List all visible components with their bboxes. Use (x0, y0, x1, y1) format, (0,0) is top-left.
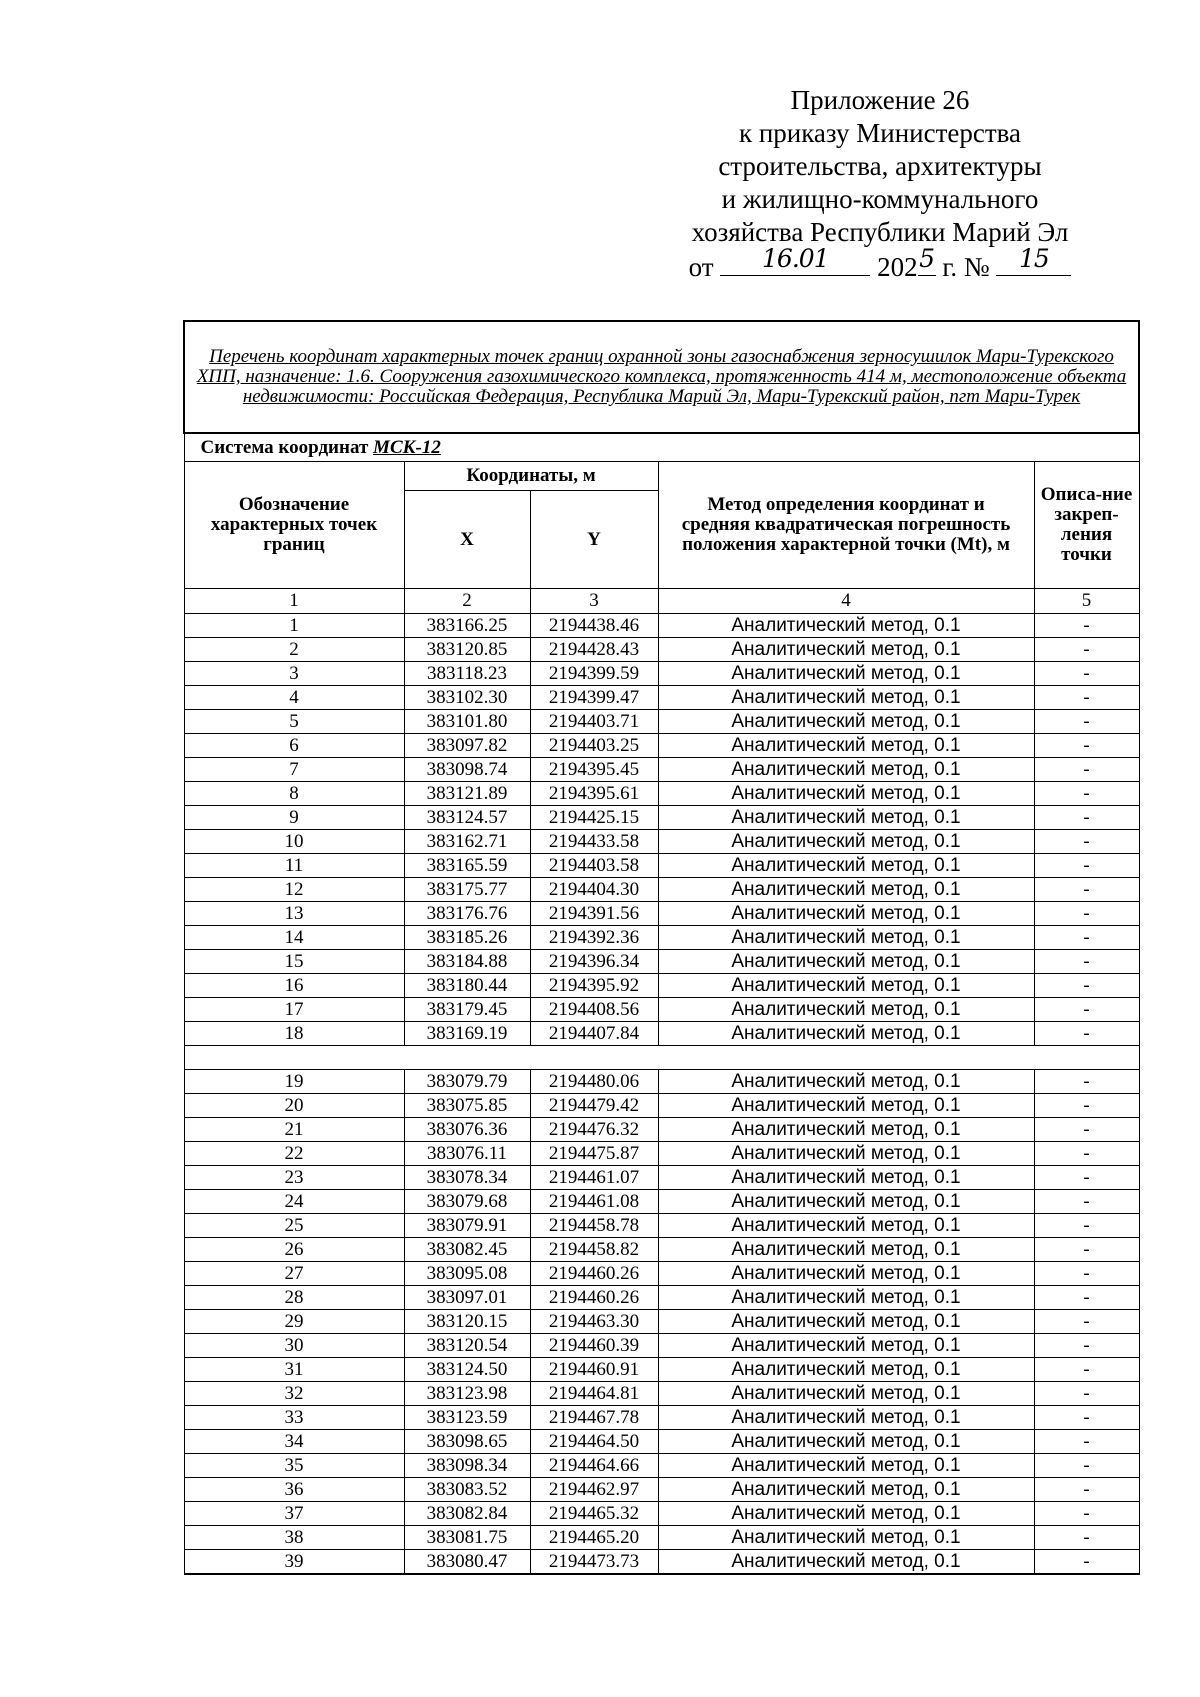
cell-x: 383078.34 (404, 1166, 530, 1190)
cell-method: Аналитический метод, 0.1 (658, 926, 1034, 950)
cell-x: 383123.59 (404, 1406, 530, 1430)
cell-x: 383098.65 (404, 1430, 530, 1454)
cell-x: 383121.89 (404, 782, 530, 806)
table-title: Перечень координат характерных точек границ охранной зоны газоснабжения зерносушилок Мари-Турекского ХПП, назначение: 1.6. Сооружения газохимического комплекса, протяженность 414 м, местоположение объекта недвижимости: Российская Федерация, Республика Марий Эл, Мари-Турекский район, пгт Мари-Турек (184, 321, 1139, 433)
order-line-2: строительства, архитектуры (718, 151, 1042, 181)
cell-point: 5 (184, 710, 404, 734)
cell-y: 2194407.84 (530, 1022, 658, 1046)
cell-point: 9 (184, 806, 404, 830)
cell-desc: - (1034, 710, 1139, 734)
cell-y: 2194467.78 (530, 1406, 658, 1430)
cell-method: Аналитический метод, 0.1 (658, 1238, 1034, 1262)
cell-desc: - (1034, 1238, 1139, 1262)
cell-y: 2194404.30 (530, 878, 658, 902)
cell-x: 383179.45 (404, 998, 530, 1022)
cell-desc: - (1034, 1142, 1139, 1166)
cell-method: Аналитический метод, 0.1 (658, 1094, 1034, 1118)
cell-point: 19 (184, 1070, 404, 1094)
cell-x: 383098.74 (404, 758, 530, 782)
cell-y: 2194480.06 (530, 1070, 658, 1094)
cell-y: 2194396.34 (530, 950, 658, 974)
cell-x: 383118.23 (404, 662, 530, 686)
cell-y: 2194403.58 (530, 854, 658, 878)
cell-desc: - (1034, 758, 1139, 782)
cell-y: 2194433.58 (530, 830, 658, 854)
table-row (184, 614, 1139, 638)
cell-desc: - (1034, 998, 1139, 1022)
cell-x: 383083.52 (404, 1478, 530, 1502)
cell-point: 10 (184, 830, 404, 854)
cell-desc: - (1034, 1190, 1139, 1214)
cell-point: 1 (184, 614, 404, 638)
cell-y: 2194465.32 (530, 1502, 658, 1526)
table-row (184, 1286, 1139, 1310)
order-line-4: хозяйства Республики Марий Эл (691, 217, 1069, 247)
cell-desc: - (1034, 1382, 1139, 1406)
cell-method: Аналитический метод, 0.1 (658, 806, 1034, 830)
table-row (184, 1478, 1139, 1502)
cell-x: 383165.59 (404, 854, 530, 878)
cell-desc: - (1034, 1430, 1139, 1454)
cell-point: 22 (184, 1142, 404, 1166)
cell-y: 2194391.56 (530, 902, 658, 926)
cell-point: 39 (184, 1550, 404, 1575)
cell-y: 2194395.92 (530, 974, 658, 998)
cell-method: Аналитический метод, 0.1 (658, 1334, 1034, 1358)
order-line-3: и жилищно-коммунального (721, 184, 1039, 214)
column-number: 3 (530, 589, 658, 614)
table-row (184, 1454, 1139, 1478)
cell-x: 383180.44 (404, 974, 530, 998)
coordinate-system-row (184, 433, 1139, 462)
table-row (184, 1382, 1139, 1406)
table-row (184, 902, 1139, 926)
cell-desc: - (1034, 614, 1139, 638)
cell-point: 26 (184, 1238, 404, 1262)
cell-desc: - (1034, 950, 1139, 974)
cell-method: Аналитический метод, 0.1 (658, 1070, 1034, 1094)
cell-method: Аналитический метод, 0.1 (658, 1382, 1034, 1406)
cell-x: 383185.26 (404, 926, 530, 950)
group-separator-row (184, 1046, 1139, 1070)
cell-desc: - (1034, 1478, 1139, 1502)
table-row (184, 1310, 1139, 1334)
cell-point: 7 (184, 758, 404, 782)
appendix-title: Приложение 26 (790, 85, 970, 115)
cell-y: 2194438.46 (530, 614, 658, 638)
cell-method: Аналитический метод, 0.1 (658, 1262, 1034, 1286)
cell-y: 2194392.36 (530, 926, 658, 950)
cell-method: Аналитический метод, 0.1 (658, 686, 1034, 710)
cell-desc: - (1034, 974, 1139, 998)
cell-x: 383098.34 (404, 1454, 530, 1478)
cell-method: Аналитический метод, 0.1 (658, 1022, 1034, 1046)
cell-x: 383101.80 (404, 710, 530, 734)
cell-y: 2194464.66 (530, 1454, 658, 1478)
cell-x: 383076.11 (404, 1142, 530, 1166)
cell-y: 2194428.43 (530, 638, 658, 662)
cell-point: 17 (184, 998, 404, 1022)
table-row (184, 974, 1139, 998)
order-date-line (640, 244, 1120, 284)
order-line-1: к приказу Министерства (738, 118, 1022, 148)
table-row (184, 1094, 1139, 1118)
cell-point: 21 (184, 1118, 404, 1142)
cell-method: Аналитический метод, 0.1 (658, 1358, 1034, 1382)
cell-method: Аналитический метод, 0.1 (658, 878, 1034, 902)
handwritten-number: 15 (1018, 244, 1049, 273)
cell-desc: - (1034, 1358, 1139, 1382)
cell-method: Аналитический метод, 0.1 (658, 950, 1034, 974)
coordinates-table (183, 320, 1140, 1575)
cell-x: 383120.85 (404, 638, 530, 662)
cell-y: 2194458.78 (530, 1214, 658, 1238)
cell-method: Аналитический метод, 0.1 (658, 1310, 1034, 1334)
handwritten-year-digit: 5 (919, 244, 935, 273)
cell-method: Аналитический метод, 0.1 (658, 1286, 1034, 1310)
cell-method: Аналитический метод, 0.1 (658, 710, 1034, 734)
cell-y: 2194460.26 (530, 1286, 658, 1310)
cell-y: 2194399.47 (530, 686, 658, 710)
cell-method: Аналитический метод, 0.1 (658, 662, 1034, 686)
cell-y: 2194475.87 (530, 1142, 658, 1166)
header-x: X (404, 491, 530, 589)
coordinate-system-value: МСК-12 (373, 436, 441, 458)
cell-desc: - (1034, 662, 1139, 686)
cell-point: 28 (184, 1286, 404, 1310)
cell-method: Аналитический метод, 0.1 (658, 1118, 1034, 1142)
table-row (184, 806, 1139, 830)
appendix-header (640, 84, 1120, 284)
cell-desc: - (1034, 902, 1139, 926)
cell-desc: - (1034, 782, 1139, 806)
header-coords: Координаты, м (404, 462, 658, 491)
cell-x: 383079.68 (404, 1190, 530, 1214)
cell-x: 383097.01 (404, 1286, 530, 1310)
cell-desc: - (1034, 1286, 1139, 1310)
cell-x: 383123.98 (404, 1382, 530, 1406)
cell-x: 383120.15 (404, 1310, 530, 1334)
cell-method: Аналитический метод, 0.1 (658, 734, 1034, 758)
cell-method: Аналитический метод, 0.1 (658, 1142, 1034, 1166)
cell-y: 2194458.82 (530, 1238, 658, 1262)
table-row (184, 1406, 1139, 1430)
cell-desc: - (1034, 1502, 1139, 1526)
cell-point: 6 (184, 734, 404, 758)
cell-method: Аналитический метод, 0.1 (658, 758, 1034, 782)
cell-y: 2194473.73 (530, 1550, 658, 1575)
cell-x: 383166.25 (404, 614, 530, 638)
cell-x: 383082.45 (404, 1238, 530, 1262)
table-row (184, 1502, 1139, 1526)
cell-x: 383184.88 (404, 950, 530, 974)
table-row (184, 1430, 1139, 1454)
cell-method: Аналитический метод, 0.1 (658, 1550, 1034, 1575)
table-row (184, 758, 1139, 782)
cell-point: 2 (184, 638, 404, 662)
table-row (184, 854, 1139, 878)
cell-method: Аналитический метод, 0.1 (658, 998, 1034, 1022)
cell-method: Аналитический метод, 0.1 (658, 830, 1034, 854)
cell-x: 383169.19 (404, 1022, 530, 1046)
cell-method: Аналитический метод, 0.1 (658, 1526, 1034, 1550)
cell-point: 24 (184, 1190, 404, 1214)
table-row (184, 1550, 1139, 1575)
cell-desc: - (1034, 1214, 1139, 1238)
cell-y: 2194408.56 (530, 998, 658, 1022)
handwritten-date: 16.01 (762, 244, 829, 273)
cell-point: 27 (184, 1262, 404, 1286)
cell-x: 383175.77 (404, 878, 530, 902)
table-row (184, 710, 1139, 734)
cell-method: Аналитический метод, 0.1 (658, 1430, 1034, 1454)
cell-y: 2194462.97 (530, 1478, 658, 1502)
cell-desc: - (1034, 1118, 1139, 1142)
cell-x: 383082.84 (404, 1502, 530, 1526)
coordinate-system-label: Система координат (200, 436, 369, 458)
column-number: 1 (184, 589, 404, 614)
table-row (184, 1118, 1139, 1142)
cell-desc: - (1034, 686, 1139, 710)
cell-point: 25 (184, 1214, 404, 1238)
year-field (918, 244, 936, 276)
cell-x: 383102.30 (404, 686, 530, 710)
cell-point: 32 (184, 1382, 404, 1406)
group-separator-cell (184, 1046, 1139, 1070)
cell-method: Аналитический метод, 0.1 (658, 1502, 1034, 1526)
year-suffix-number-label: г. № (942, 252, 990, 282)
table-row (184, 638, 1139, 662)
table-row (184, 1166, 1139, 1190)
table-row (184, 734, 1139, 758)
from-label: от (688, 252, 714, 282)
cell-method: Аналитический метод, 0.1 (658, 1454, 1034, 1478)
table-row (184, 1358, 1139, 1382)
cell-point: 34 (184, 1430, 404, 1454)
cell-desc: - (1034, 854, 1139, 878)
table-row (184, 662, 1139, 686)
cell-point: 37 (184, 1502, 404, 1526)
cell-method: Аналитический метод, 0.1 (658, 902, 1034, 926)
cell-point: 8 (184, 782, 404, 806)
cell-y: 2194403.71 (530, 710, 658, 734)
cell-x: 383176.76 (404, 902, 530, 926)
cell-point: 3 (184, 662, 404, 686)
cell-desc: - (1034, 1550, 1139, 1575)
cell-x: 383076.36 (404, 1118, 530, 1142)
cell-x: 383124.57 (404, 806, 530, 830)
table-row (184, 1070, 1139, 1094)
cell-desc: - (1034, 806, 1139, 830)
cell-y: 2194461.08 (530, 1190, 658, 1214)
cell-y: 2194425.15 (530, 806, 658, 830)
cell-x: 383095.08 (404, 1262, 530, 1286)
cell-y: 2194464.50 (530, 1430, 658, 1454)
header-y: Y (530, 491, 658, 589)
cell-x: 383075.85 (404, 1094, 530, 1118)
cell-y: 2194461.07 (530, 1166, 658, 1190)
cell-point: 4 (184, 686, 404, 710)
table-row (184, 926, 1139, 950)
table-row (184, 1214, 1139, 1238)
cell-y: 2194460.39 (530, 1334, 658, 1358)
cell-desc: - (1034, 1454, 1139, 1478)
cell-desc: - (1034, 1166, 1139, 1190)
cell-desc: - (1034, 1334, 1139, 1358)
cell-point: 12 (184, 878, 404, 902)
table-row (184, 1238, 1139, 1262)
cell-point: 20 (184, 1094, 404, 1118)
table-row (184, 830, 1139, 854)
cell-x: 383097.82 (404, 734, 530, 758)
table-row (184, 782, 1139, 806)
header-method: Метод определения координат и средняя квадратическая погрешность положения характерной точки (Mt), м (658, 462, 1034, 589)
cell-y: 2194460.91 (530, 1358, 658, 1382)
cell-point: 30 (184, 1334, 404, 1358)
cell-desc: - (1034, 830, 1139, 854)
cell-point: 13 (184, 902, 404, 926)
cell-point: 36 (184, 1478, 404, 1502)
cell-desc: - (1034, 1070, 1139, 1094)
cell-y: 2194460.26 (530, 1262, 658, 1286)
cell-desc: - (1034, 734, 1139, 758)
cell-desc: - (1034, 1310, 1139, 1334)
header-description: Описа-ние закреп-ления точки (1034, 462, 1139, 589)
cell-point: 15 (184, 950, 404, 974)
cell-desc: - (1034, 1022, 1139, 1046)
cell-method: Аналитический метод, 0.1 (658, 638, 1034, 662)
cell-point: 18 (184, 1022, 404, 1046)
table-row (184, 878, 1139, 902)
table-row (184, 686, 1139, 710)
header-point: Обозначение характерных точек границ (184, 462, 404, 589)
cell-y: 2194476.32 (530, 1118, 658, 1142)
cell-x: 383162.71 (404, 830, 530, 854)
table-row (184, 998, 1139, 1022)
table-row (184, 1190, 1139, 1214)
column-number: 4 (658, 589, 1034, 614)
cell-x: 383120.54 (404, 1334, 530, 1358)
column-number: 5 (1034, 589, 1139, 614)
cell-desc: - (1034, 1526, 1139, 1550)
cell-x: 383079.79 (404, 1070, 530, 1094)
cell-desc: - (1034, 1262, 1139, 1286)
cell-x: 383079.91 (404, 1214, 530, 1238)
cell-x: 383080.47 (404, 1550, 530, 1575)
table-row (184, 950, 1139, 974)
cell-method: Аналитический метод, 0.1 (658, 854, 1034, 878)
cell-point: 35 (184, 1454, 404, 1478)
cell-y: 2194465.20 (530, 1526, 658, 1550)
cell-y: 2194403.25 (530, 734, 658, 758)
cell-point: 23 (184, 1166, 404, 1190)
cell-point: 11 (184, 854, 404, 878)
cell-point: 14 (184, 926, 404, 950)
cell-y: 2194463.30 (530, 1310, 658, 1334)
cell-y: 2194479.42 (530, 1094, 658, 1118)
cell-method: Аналитический метод, 0.1 (658, 1214, 1034, 1238)
cell-method: Аналитический метод, 0.1 (658, 1190, 1034, 1214)
table-row (184, 1142, 1139, 1166)
cell-method: Аналитический метод, 0.1 (658, 1478, 1034, 1502)
cell-y: 2194464.81 (530, 1382, 658, 1406)
cell-method: Аналитический метод, 0.1 (658, 974, 1034, 998)
table-row (184, 1022, 1139, 1046)
number-field (996, 244, 1071, 276)
cell-y: 2194395.61 (530, 782, 658, 806)
cell-desc: - (1034, 1406, 1139, 1430)
cell-point: 38 (184, 1526, 404, 1550)
cell-x: 383081.75 (404, 1526, 530, 1550)
cell-desc: - (1034, 1094, 1139, 1118)
cell-point: 29 (184, 1310, 404, 1334)
cell-point: 33 (184, 1406, 404, 1430)
year-prefix: 202 (877, 252, 918, 282)
cell-method: Аналитический метод, 0.1 (658, 782, 1034, 806)
cell-method: Аналитический метод, 0.1 (658, 614, 1034, 638)
cell-desc: - (1034, 638, 1139, 662)
column-number: 2 (404, 589, 530, 614)
cell-x: 383124.50 (404, 1358, 530, 1382)
cell-point: 16 (184, 974, 404, 998)
table-row (184, 1526, 1139, 1550)
cell-method: Аналитический метод, 0.1 (658, 1406, 1034, 1430)
cell-y: 2194399.59 (530, 662, 658, 686)
cell-y: 2194395.45 (530, 758, 658, 782)
cell-desc: - (1034, 926, 1139, 950)
table-row (184, 1334, 1139, 1358)
date-field (720, 244, 870, 276)
table-row (184, 1262, 1139, 1286)
cell-method: Аналитический метод, 0.1 (658, 1166, 1034, 1190)
cell-point: 31 (184, 1358, 404, 1382)
cell-desc: - (1034, 878, 1139, 902)
